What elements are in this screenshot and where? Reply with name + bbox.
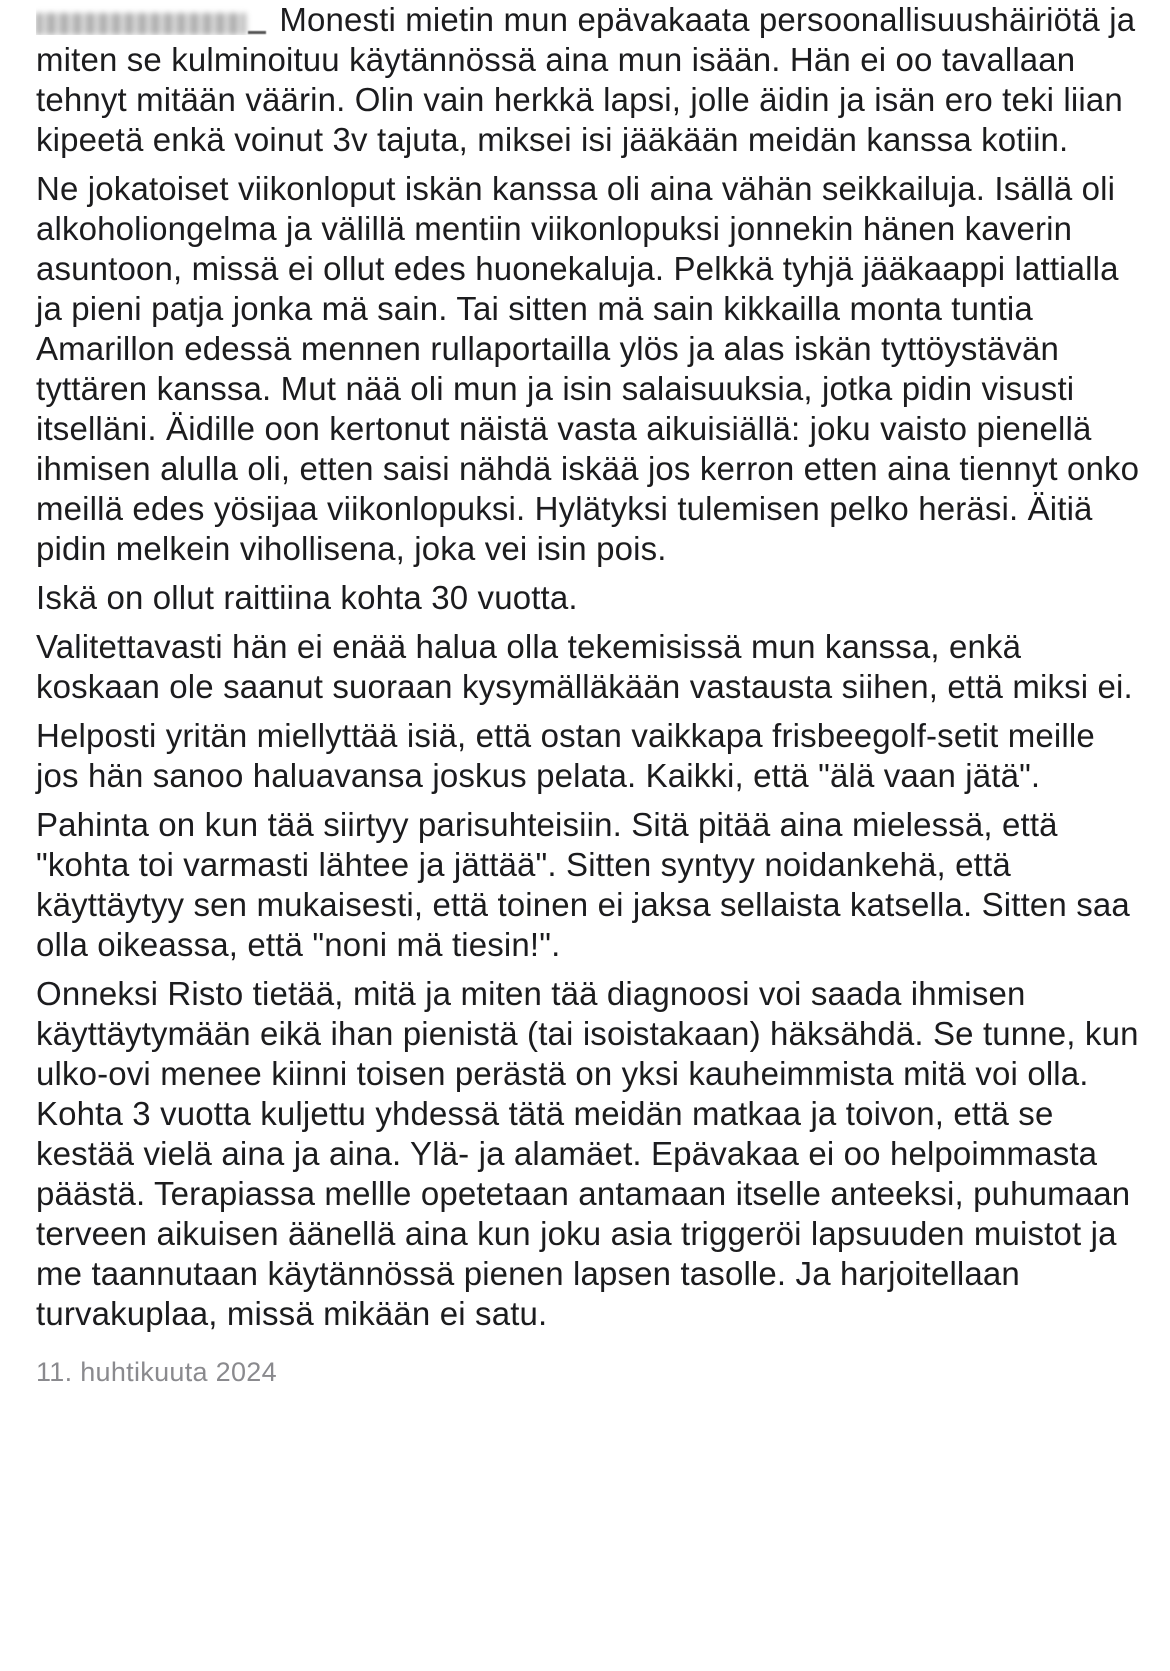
redaction-underscore (248, 31, 266, 34)
post-container (36, 0, 1146, 1388)
post-paragraph-2: Ne jokatoiset viikonloput iskän kanssa oli aina vähän seikkailuja. Isällä oli alkoholiongelma ja välillä mentiin viikonlopuksi jonnekin hänen kaverin asuntoon, missä ei ollut edes huonekaluja. Pelkkä tyhjä jääkaappi lattialla ja pieni patja jonka mä sain. Tai sitten mä sain kikkailla monta tuntia Amarillon edessä mennen rullaportailla ylös ja alas iskän tyttöystävän tyttären kanssa. Mut nää oli mun ja isin salaisuuksia, jotka pidin visusti itselläni. Äidille oon kertonut näistä vasta aikuisiällä: joku vaisto pienellä ihmisen alulla oli, etten saisi nähdä iskää jos kerron etten aina tiennyt onko meillä edes yösijaa viikonlopuksi. Hylätyksi tulemisen pelko heräsi. Äitiä pidin melkein vihollisena, joka vei isin pois. (36, 170, 1140, 567)
post-paragraph-3: Iskä on ollut raittiina kohta 30 vuotta. (36, 579, 578, 616)
post-timestamp[interactable]: 11. huhtikuuta 2024 (36, 1357, 277, 1387)
post-paragraph-6: Pahinta on kun tää siirtyy parisuhteisiin. Sitä pitää aina mielessä, että "kohta toi varmasti lähtee ja jättää". Sitten syntyy noidankehä, että käyttäytyy sen mukaisesti, että toinen ei jaksa sellaista katsella. Sitten saa olla oikeassa, että "noni mä tiesin!". (36, 806, 1130, 963)
post-body (36, 0, 1146, 1334)
author-name-redacted[interactable] (36, 5, 268, 35)
post-paragraph-4: Valitettavasti hän ei enää halua olla tekemisissä mun kanssa, enkä koskaan ole saanut suoraan kysymälläkään vastausta siihen, että miksi ei. (36, 628, 1133, 705)
post-paragraph-5: Helposti yritän miellyttää isiä, että ostan vaikkapa frisbeegolf-setit meille jos hän sanoo haluavansa joskus pelata. Kaikki, että "älä vaan jätä". (36, 717, 1095, 794)
post-paragraph-7: Onneksi Risto tietää, mitä ja miten tää diagnoosi voi saada ihmisen käyttäytymään eikä ihan pienistä (tai isoistakaan) häksähdä. Se tunne, kun ulko-ovi menee kiinni toisen perästä on yksi kauheimmista mitä voi olla. Kohta 3 vuotta kuljettu yhdessä tätä meidän matkaa ja toivon, että se kestää vielä aina ja aina. Ylä- ja alamäet. Epävakaa ei oo helpoimmasta päästä. Terapiassa mellle opetetaan antamaan itselle anteeksi, puhumaan terveen aikuisen äänellä aina kun joku asia triggeröi lapsuuden muistot ja me taannutaan käytännössä pienen lapsen tasolle. Ja harjoitellaan turvakuplaa, missä mikään ei satu. (36, 975, 1139, 1332)
post-paragraph-1 (36, 0, 1146, 160)
paragraph-text: Monesti mietin mun epävakaata persoonallisuushäiriötä ja miten se kulminoituu käytännössä aina mun isään. Hän ei oo tavallaan tehnyt mitään väärin. Olin vain herkkä lapsi, jolle äidin ja isän ero teki liian kipeetä enkä voinut 3v tajuta, miksei isi jääkään meidän kanssa kotiin. (36, 1, 1136, 158)
redaction-blur (36, 13, 246, 35)
